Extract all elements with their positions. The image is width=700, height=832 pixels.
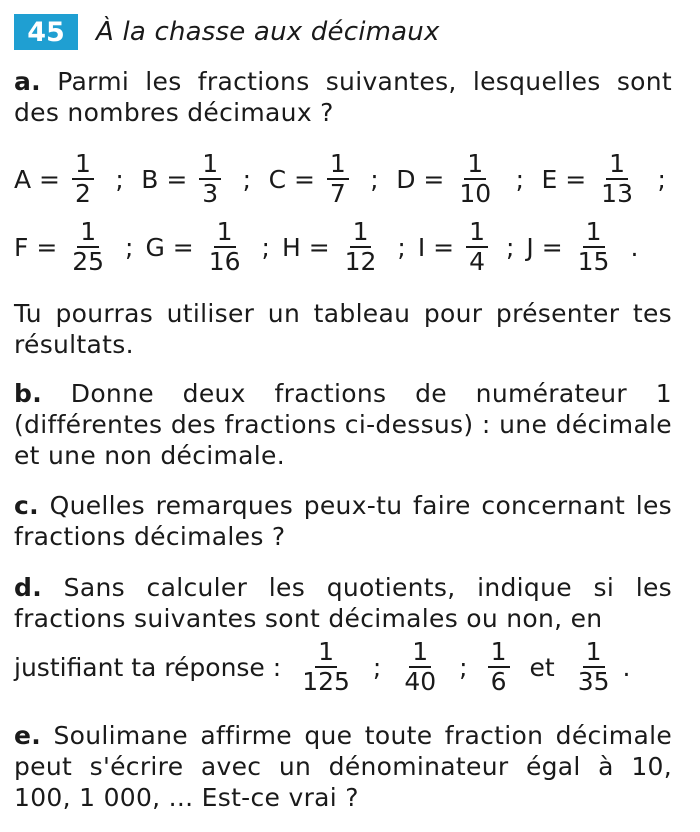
exercise-header bbox=[14, 12, 440, 52]
question-e-label: e. bbox=[14, 721, 42, 750]
fraction-name: D bbox=[396, 164, 416, 194]
exercise-title: À la chasse aux décimaux bbox=[96, 17, 440, 47]
fraction-b bbox=[199, 150, 221, 208]
question-c bbox=[14, 490, 672, 552]
fraction-b-numerator: 1 bbox=[199, 150, 221, 180]
fraction-item-i: I = $\frac{1}{4}$ bbox=[418, 218, 492, 276]
fraction-item-f: F = $\frac{1}{25}$ bbox=[14, 218, 111, 276]
question-d-label: d. bbox=[14, 573, 42, 602]
fraction-i bbox=[466, 218, 488, 276]
fraction-item-h: H = $\frac{1}{12}$ bbox=[282, 218, 383, 276]
fraction-name: H bbox=[281, 232, 301, 262]
fraction-a-numerator: 1 bbox=[72, 150, 94, 180]
fraction-c-numerator: 1 bbox=[327, 150, 349, 180]
fraction-i-numerator: 1 bbox=[466, 218, 488, 248]
fraction-c bbox=[327, 150, 349, 208]
fraction-item-j: J = $\frac{1}{15}$ bbox=[526, 218, 616, 276]
fraction-d-numerator: 1 bbox=[464, 150, 486, 180]
fraction-d-0-denominator: 125 bbox=[302, 667, 350, 696]
fractions-row-2: F = $\frac{1}{25}$ ; G = $\frac{1}{16}$ ; H = $\frac{1}{12}$ ; I = $\frac{1}{4}$ ; J = $\frac{1}{15}$ . bbox=[14, 217, 639, 276]
fraction-name: A bbox=[14, 164, 32, 194]
fraction-item-d: D = $\frac{1}{10}$ bbox=[396, 150, 498, 208]
fraction-g bbox=[206, 218, 244, 276]
fraction-name: B bbox=[141, 164, 159, 194]
fraction-f-numerator: 1 bbox=[77, 218, 99, 248]
question-a-label: a. bbox=[14, 67, 41, 96]
question-c-text: Quelles remarques peux-tu faire concernant les fractions décimales ? bbox=[14, 491, 672, 551]
fraction-d-0 bbox=[299, 638, 353, 696]
fraction-j-denominator: 15 bbox=[577, 247, 610, 276]
fraction-f-denominator: 25 bbox=[72, 247, 105, 276]
fraction-d-denominator: 10 bbox=[459, 179, 492, 208]
fraction-item-b: B = $\frac{1}{3}$ bbox=[141, 150, 225, 208]
fraction-a bbox=[72, 150, 94, 208]
fraction-f bbox=[69, 218, 107, 276]
fraction-d-3 bbox=[575, 638, 613, 696]
fraction-d-0-numerator: 1 bbox=[315, 638, 337, 668]
question-a-note: Tu pourras utiliser un tableau pour présenter tes résultats. bbox=[14, 299, 672, 359]
fraction-item-a: A = $\frac{1}{2}$ bbox=[14, 150, 98, 208]
fraction-e bbox=[598, 150, 636, 208]
fraction-item-e: E = $\frac{1}{13}$ bbox=[542, 150, 640, 208]
fraction-d-1-numerator: 1 bbox=[409, 638, 431, 668]
fraction-h bbox=[342, 218, 380, 276]
fraction-e-numerator: 1 bbox=[606, 150, 628, 180]
fraction-e-denominator: 13 bbox=[601, 179, 633, 208]
fraction-name: E bbox=[541, 164, 558, 194]
fractions-row-1: A = $\frac{1}{2}$ ; B = $\frac{1}{3}$ ; C = $\frac{1}{7}$ ; D = $\frac{1}{10}$ ; E = $\frac{1}{13}$ ; bbox=[14, 149, 666, 208]
fraction-d bbox=[456, 150, 494, 208]
fraction-name: I bbox=[417, 232, 426, 262]
question-d bbox=[14, 572, 672, 634]
fraction-d-3-numerator: 1 bbox=[583, 638, 605, 668]
question-e-text: Soulimane affirme que toute fraction décimale peut s'écrire avec un dénominateur égal à 10, 100, 1 000, ... Est-ce vrai ? bbox=[14, 721, 672, 812]
fraction-b-denominator: 3 bbox=[202, 179, 219, 208]
fraction-item-g: G = $\frac{1}{16}$ bbox=[145, 218, 247, 276]
fraction-i-denominator: 4 bbox=[469, 247, 485, 276]
question-a-text: Parmi les fractions suivantes, lesquelles sont des nombres décimaux ? bbox=[14, 67, 672, 127]
question-c-label: c. bbox=[14, 491, 39, 520]
fraction-name: F bbox=[14, 232, 29, 262]
fraction-name: G bbox=[145, 232, 165, 262]
fraction-a-denominator: 2 bbox=[74, 179, 91, 208]
connector-et: et bbox=[529, 652, 555, 682]
fraction-d-1-denominator: 40 bbox=[404, 667, 437, 696]
fraction-d-2-numerator: 1 bbox=[488, 638, 510, 668]
question-b bbox=[14, 378, 672, 471]
fraction-d-2 bbox=[488, 638, 510, 696]
exercise-number: 45 bbox=[14, 14, 78, 50]
fraction-h-numerator: 1 bbox=[350, 218, 372, 248]
fraction-d-2-denominator: 6 bbox=[490, 667, 507, 696]
fraction-g-numerator: 1 bbox=[214, 218, 236, 248]
fraction-d-3-denominator: 35 bbox=[577, 667, 610, 696]
fraction-g-denominator: 16 bbox=[208, 247, 241, 276]
question-d-fractions: justifiant ta réponse : $\frac{1}{125}$ ; $\frac{1}{40}$ ; $\frac{1}{6}$ et $\frac{1}{35}$ . bbox=[14, 637, 631, 696]
fraction-j bbox=[575, 218, 613, 276]
fraction-j-numerator: 1 bbox=[583, 218, 605, 248]
question-d-text: Sans calculer les quotients, indique si les fractions suivantes sont décimales ou non, en bbox=[14, 573, 673, 633]
question-d-text-end: justifiant ta réponse : bbox=[14, 652, 282, 682]
question-b-label: b. bbox=[14, 379, 42, 408]
fraction-h-denominator: 12 bbox=[344, 247, 377, 276]
fraction-item-c: C = $\frac{1}{7}$ bbox=[269, 150, 353, 208]
fraction-d-1 bbox=[401, 638, 439, 696]
fraction-name: C bbox=[268, 164, 287, 194]
fraction-name: J bbox=[526, 232, 534, 262]
fraction-c-denominator: 7 bbox=[329, 179, 346, 208]
question-e bbox=[14, 720, 672, 813]
question-a bbox=[14, 66, 672, 128]
question-b-text: Donne deux fractions de numérateur 1 (différentes des fractions ci-dessus) : une décimale et une non décimale. bbox=[14, 379, 672, 470]
